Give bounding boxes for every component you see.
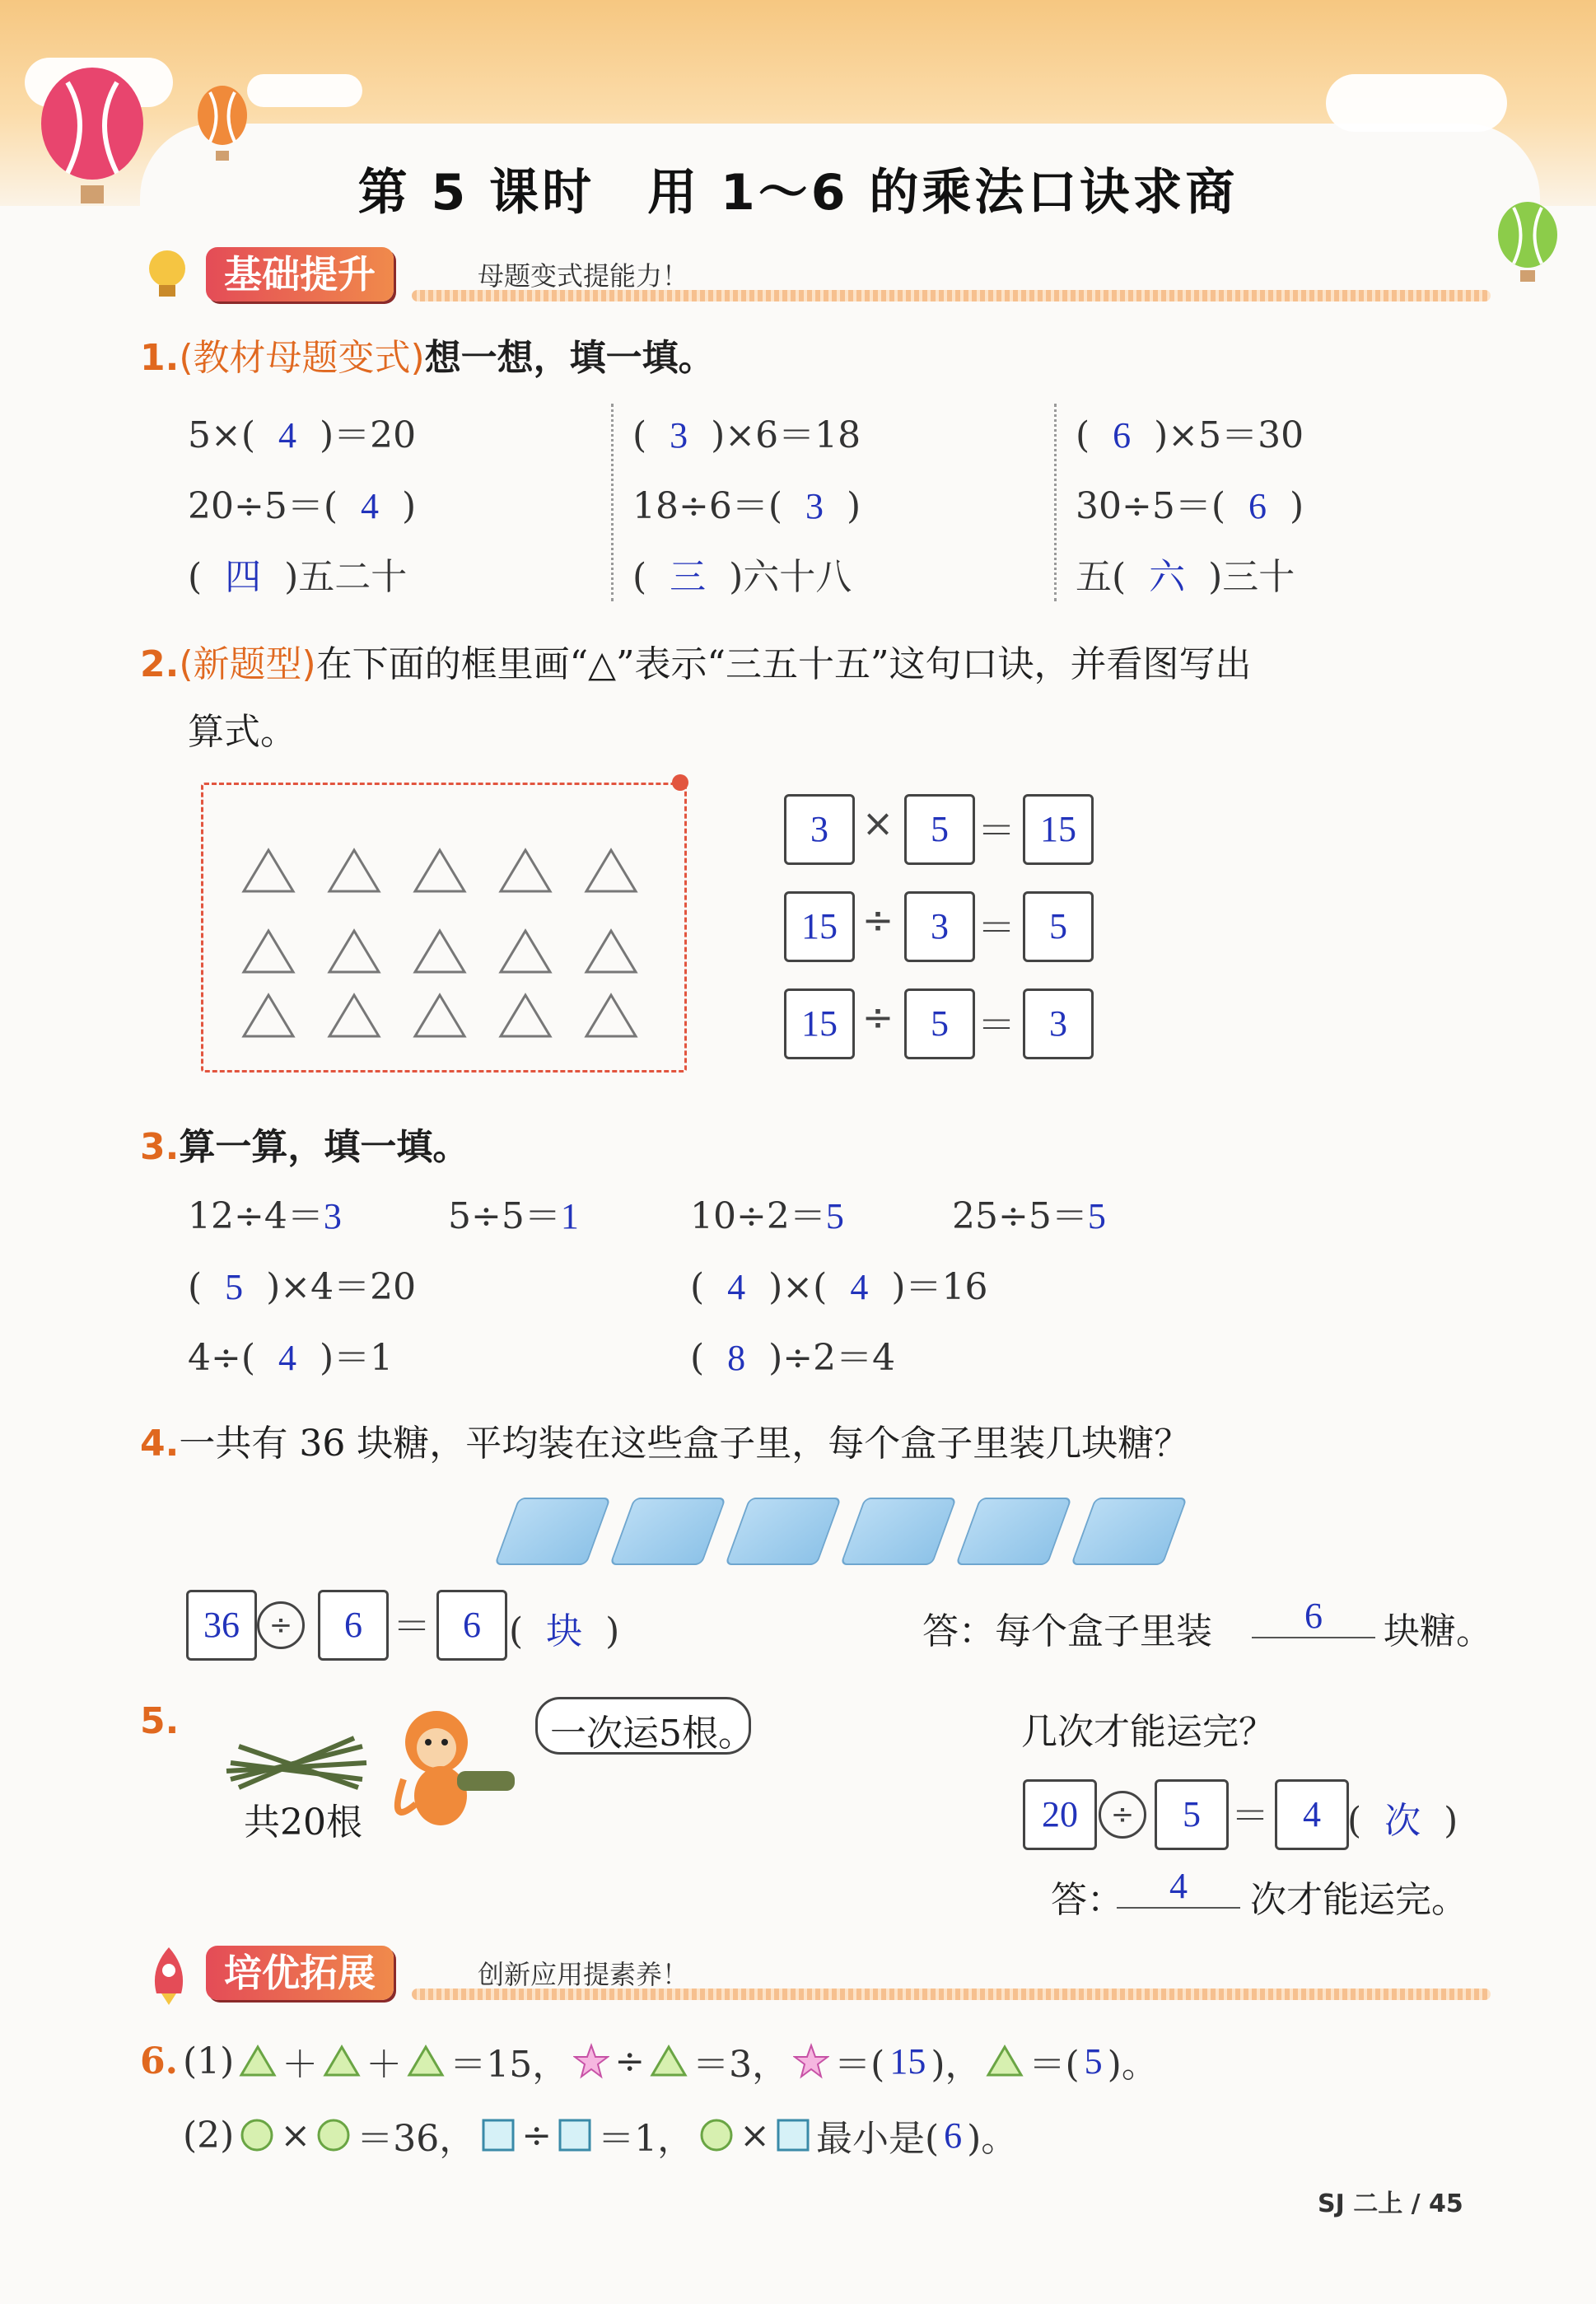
equals-sign: ＝: [393, 1604, 431, 1648]
triangle-icon: [415, 931, 464, 972]
square-icon: [480, 2117, 516, 2153]
q3-item: 25÷5＝5: [952, 1195, 1106, 1237]
q1-col3-row1: ( 6 )×5＝30: [1076, 414, 1304, 456]
answer: 3: [670, 415, 688, 456]
question-number: 3.: [140, 1126, 180, 1168]
q1-col2-row1: ( 3 )×6＝18: [632, 414, 861, 456]
triangle-icon: [586, 931, 636, 972]
question-number: 6.: [140, 2040, 178, 2082]
question-prompt: 想一想，填一填。: [424, 337, 715, 379]
q3-item: ( 5 )×4＝20: [188, 1266, 417, 1308]
triangle-icon: [329, 995, 379, 1036]
triangle-icon: [323, 2044, 361, 2078]
page-title: 第 5 课时 用 1～6 的乘法口诀求商: [357, 164, 1239, 222]
answer: 15: [889, 2040, 926, 2082]
answer: 3: [323, 1196, 342, 1236]
section-badge-basic: 基础提升: [206, 247, 394, 301]
question-2-heading: [140, 634, 1491, 687]
q3-item: ( 4 )×( 4 )＝16: [690, 1266, 988, 1308]
question-prompt: 在下面的框里画“△”表示“三五十五”这句口诀，并看图写出: [315, 643, 1252, 685]
star-icon: [573, 2043, 609, 2079]
equals-sign: ＝: [978, 1002, 1015, 1047]
equation-box: 5: [1023, 891, 1094, 962]
circle-icon: [315, 2117, 352, 2153]
bundle-label: 共20根: [244, 1802, 362, 1844]
circle-icon: [239, 2117, 275, 2153]
question-1-heading: [140, 328, 715, 381]
section-badge-advanced: 培优拓展: [206, 1946, 394, 2000]
answer: 6: [944, 2115, 963, 2156]
triangle-icon: [329, 931, 379, 972]
question-4-heading: [140, 1414, 1491, 1466]
equals-sign: ＝: [978, 808, 1015, 853]
equals-sign: ＝: [1231, 1793, 1269, 1838]
equation-box: 20: [1023, 1779, 1097, 1850]
question-number: 1.: [140, 337, 180, 379]
answer: 4: [278, 1338, 297, 1378]
unit-label: ( 次 ): [1347, 1800, 1458, 1842]
answer: 8: [727, 1338, 746, 1378]
q3-item: ( 8 )÷2＝4: [690, 1337, 896, 1379]
star-icon: [793, 2043, 829, 2079]
answer: 5: [1084, 2040, 1103, 2082]
equation-box: 36: [186, 1590, 257, 1661]
equation-box: 5: [904, 794, 975, 865]
question-tag: (教材母题变式): [179, 337, 425, 379]
speech-text: 一次运5根。: [550, 1713, 754, 1755]
question-number: 5.: [140, 1700, 180, 1742]
section-subtitle: 母题变式提能力！: [478, 260, 689, 292]
candy-box-icon: [725, 1498, 842, 1565]
answer: 4: [850, 1267, 869, 1307]
question-tag: (新题型): [179, 643, 316, 685]
rocket-icon: [140, 1944, 198, 2007]
triangle-grid: [221, 816, 665, 1046]
q3-item: 10÷2＝5: [690, 1195, 844, 1237]
q1-col3-row3: 五( 六 )三十: [1076, 556, 1295, 598]
answer: 4: [727, 1267, 746, 1307]
equation-box: 3: [904, 891, 975, 962]
answer-unit: 次: [1384, 1801, 1421, 1841]
answer-blank: 4: [1117, 1865, 1240, 1909]
question-number: 4.: [140, 1423, 180, 1465]
equation-box: 15: [784, 988, 855, 1059]
column-divider: [611, 404, 614, 601]
equation-box: 4: [1275, 1779, 1349, 1850]
equation-box: 15: [1023, 794, 1094, 865]
answer: 5: [825, 1196, 844, 1236]
equation-box: 5: [904, 988, 975, 1059]
answer: 三: [670, 557, 707, 597]
answer: 5: [225, 1267, 244, 1307]
square-icon: [557, 2117, 593, 2153]
triangle-icon: [415, 850, 464, 891]
question-3-heading: [140, 1117, 469, 1170]
question-prompt: 算一算，填一填。: [179, 1126, 469, 1168]
q3-item: 5÷5＝1: [448, 1195, 579, 1237]
answer-suffix: 次才能运完。: [1250, 1879, 1468, 1921]
answer: 6: [1248, 486, 1267, 526]
answer: 6: [1113, 415, 1132, 456]
q3-item: 12÷4＝3: [188, 1195, 342, 1237]
monkey-icon: [379, 1697, 544, 1837]
q1-col1-row3: ( 四 )五二十: [188, 556, 408, 598]
q3-item: 4÷( 4 )＝1: [188, 1337, 394, 1379]
column-divider: [1054, 404, 1057, 601]
question-prompt: 一共有 36 块糖，平均装在这些盒子里，每个盒子里装几块糖？: [179, 1423, 1191, 1465]
page-footer: SJ 二上 / 45: [1318, 2190, 1463, 2218]
equation-box: 3: [784, 794, 855, 865]
triangle-icon: [586, 995, 636, 1036]
triangle-icon: [407, 2044, 445, 2078]
equation-box: 3: [1023, 988, 1094, 1059]
candy-box-icon: [1071, 1498, 1188, 1565]
answer: 1: [560, 1196, 579, 1236]
answer-prefix: 答：每个盒子里装: [922, 1610, 1212, 1652]
question-6-part1: 6. (1) ＋ ＋ ＝15， ÷ ＝3， ＝( 15 )， ＝( 5 )。: [140, 2040, 1158, 2086]
operator: ÷: [861, 898, 894, 942]
lightbulb-icon: [138, 245, 196, 303]
q1-col1-row1: 5×( 4 )＝20: [188, 414, 417, 456]
question-prompt-cont: 算式。: [188, 711, 296, 753]
answer-blank: 6: [1252, 1595, 1375, 1638]
equation-box: 5: [1155, 1779, 1229, 1850]
stick-bundle-icon: [222, 1730, 371, 1796]
triangle-icon: [244, 931, 293, 972]
answer: 3: [805, 486, 824, 526]
question-prompt: 几次才能运完？: [1021, 1711, 1275, 1753]
operator: ÷: [861, 995, 894, 1040]
q1-col3-row2: 30÷5＝( 6 ): [1076, 485, 1304, 527]
answer: 4: [278, 415, 297, 456]
triangle-icon: [239, 2044, 277, 2078]
triangle-icon: [501, 995, 550, 1036]
triangle-icon: [415, 995, 464, 1036]
triangle-icon: [501, 931, 550, 972]
question-number: 2.: [140, 643, 180, 685]
candy-box-icon: [955, 1498, 1072, 1565]
answer: 4: [361, 486, 379, 526]
answer: 六: [1149, 557, 1186, 597]
answer: 四: [225, 557, 262, 597]
q1-col2-row3: ( 三 )六十八: [632, 556, 852, 598]
answer-unit: 块: [546, 1611, 583, 1652]
equation-box: 6: [436, 1590, 507, 1661]
triangle-icon: [650, 2044, 688, 2078]
unit-label: ( 块 ): [509, 1610, 620, 1652]
answer-prefix: 答：: [1051, 1879, 1123, 1921]
triangle-icon: [586, 850, 636, 891]
q1-col2-row2: 18÷6＝( 3 ): [632, 485, 861, 527]
square-icon: [775, 2117, 811, 2153]
equals-sign: ＝: [978, 905, 1015, 950]
triangle-icon: [986, 2044, 1024, 2078]
equation-box: 15: [784, 891, 855, 962]
candy-box-icon: [840, 1498, 957, 1565]
candy-box-icon: [494, 1498, 611, 1565]
candy-box-icon: [609, 1498, 726, 1565]
answer-suffix: 块糖。: [1384, 1610, 1492, 1652]
operator-circle: ÷: [1099, 1791, 1146, 1839]
equation-box: 6: [318, 1590, 389, 1661]
operator: ×: [861, 801, 894, 845]
answer: 5: [1087, 1196, 1106, 1236]
question-6-part2: (2) × ＝36， ÷ ＝1， × 最小是( 6 )。: [183, 2114, 1018, 2160]
section-subtitle: 创新应用提素养！: [478, 1959, 689, 1990]
triangle-icon: [244, 995, 293, 1036]
triangle-icon: [329, 850, 379, 891]
triangle-icon: [244, 850, 293, 891]
cloud: [1326, 74, 1507, 132]
triangle-icon: [501, 850, 550, 891]
operator-circle: ÷: [257, 1601, 305, 1649]
frame-pin-icon: [672, 774, 688, 791]
q1-col1-row2: 20÷5＝( 4 ): [188, 485, 417, 527]
circle-icon: [698, 2117, 735, 2153]
